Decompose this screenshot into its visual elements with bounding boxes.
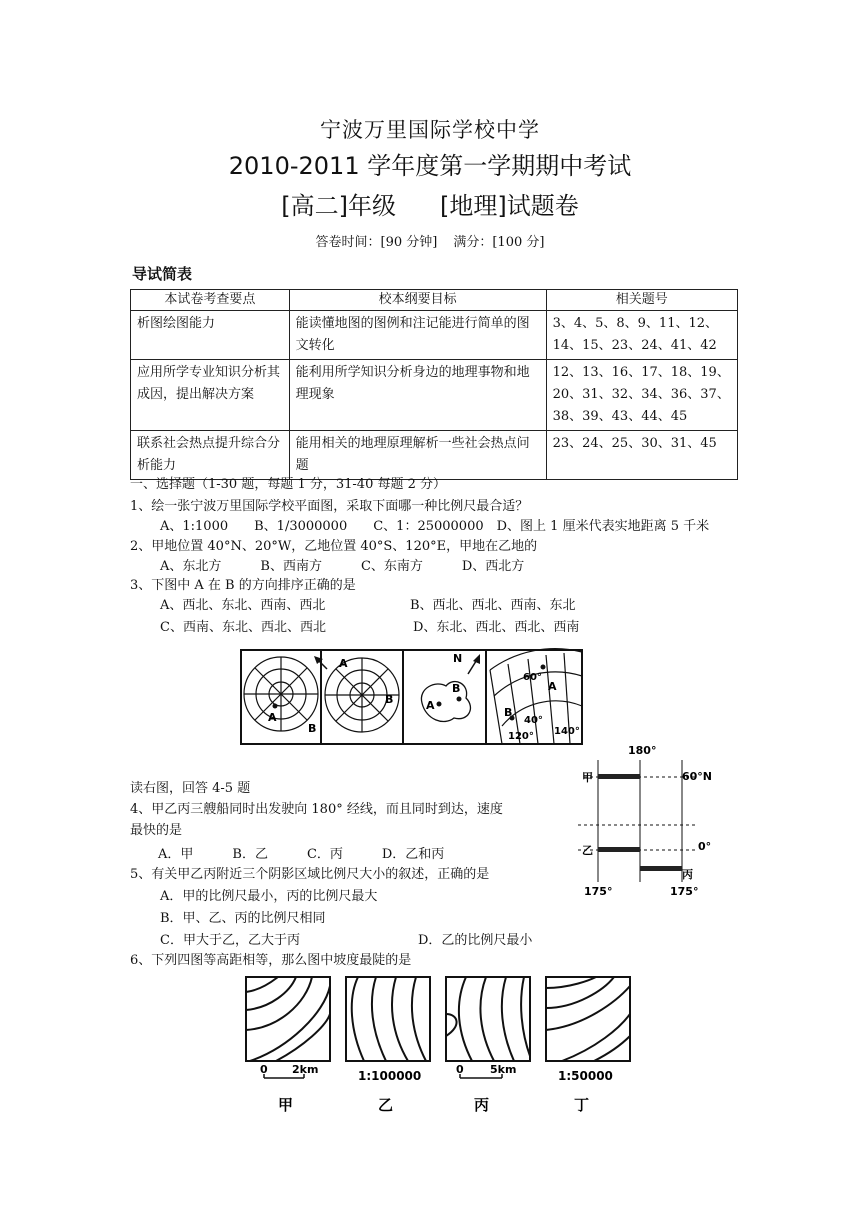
label-b: B [385, 693, 394, 706]
q45-figure [560, 740, 720, 900]
exam-time: 答卷时间：[90 分钟] [315, 235, 438, 250]
lon-120-label: 120° [508, 731, 534, 742]
q3-option-b: B、西北、西北、西南、东北 [410, 598, 576, 613]
lat-0-label: 0° [698, 840, 712, 853]
ship-jia-label: 甲 [582, 771, 593, 784]
q5-stem: 5、有关甲乙丙附近三个阴影区域比例尺大小的叙述，正确的是 [130, 867, 490, 882]
q4-options: A．甲 B．乙 C．丙 D．乙和丙 [158, 847, 445, 862]
exam-subtitle [0, 186, 860, 221]
map-label-yi: 乙 [378, 1096, 394, 1114]
scale-bar-bing [456, 1063, 516, 1078]
grade-label: [高二]年级 [281, 192, 396, 220]
q4-stem-line-1: 4、甲乙丙三艘船同时出发驶向 180° 经线，而且同时到达，速度 [130, 802, 503, 817]
shaded-zone-bing [640, 866, 682, 871]
q5-option-a: A．甲的比例尺最小，丙的比例尺最大 [160, 889, 378, 904]
contour-map-bing [446, 977, 530, 1061]
label-a: A [339, 657, 348, 670]
lon-180-label: 180° [628, 744, 657, 757]
label-a: A [548, 680, 557, 693]
north-arrow-icon [468, 654, 480, 674]
lat-60-label: 60° [523, 672, 542, 683]
table-cell: 能读懂地图的图例和注记能进行简单的图文转化 [289, 311, 546, 360]
school-name: 宁波万里国际学校中学 [320, 118, 540, 142]
subject-label: [地理]试题卷 [440, 192, 579, 220]
table-cell: 联系社会热点提升综合分析能力 [131, 431, 290, 480]
scale-zero-label: 0 [456, 1063, 464, 1076]
q5-option-c: C．甲大于乙，乙大于丙 [160, 933, 300, 948]
q3-option-d: D、东北、西北、西北、西南 [413, 620, 580, 635]
contour-map-yi [346, 977, 430, 1061]
point-b [457, 697, 462, 702]
table-row [131, 311, 738, 360]
q2-options: A、东北方 B、西南方 C、东南方 D、西北方 [160, 559, 525, 574]
table-header-row [131, 290, 738, 311]
section-heading: 一、选择题（1-30 题，每题 1 分，31-40 每题 2 分） [130, 477, 447, 492]
map-label-bing: 丙 [474, 1096, 490, 1114]
lon-175w-label: 175° [584, 885, 613, 898]
scale-ding-label: 1:50000 [558, 1069, 613, 1083]
q4-stem-line-2: 最快的是 [130, 823, 183, 838]
label-a: A [426, 699, 435, 712]
scale-bing-label: 5km [490, 1063, 517, 1076]
map-label-ding: 丁 [574, 1096, 590, 1114]
table-header: 本试卷考查要点 [131, 290, 290, 311]
polar-map-1 [244, 657, 318, 731]
map-label-jia: 甲 [278, 1096, 294, 1114]
table-cell: 能用相关的地理原理解析一些社会热点问题 [289, 431, 546, 480]
label-b: B [308, 722, 317, 735]
scale-yi-label: 1:100000 [358, 1069, 422, 1083]
q5-option-b: B．甲、乙、丙的比例尺相同 [160, 911, 326, 926]
q6-figure [240, 974, 640, 1120]
shaded-zone-yi [598, 847, 640, 852]
ship-yi-label: 乙 [582, 844, 593, 857]
exam-score: 满分：[100 分] [453, 235, 545, 250]
shaded-zone-jia [598, 774, 640, 779]
q5-option-d: D．乙的比例尺最小 [418, 933, 533, 948]
point-a [437, 702, 442, 707]
scale-zero-label: 0 [260, 1063, 268, 1076]
label-b: B [452, 682, 461, 695]
ship-bing-label: 丙 [682, 868, 693, 881]
table-cell: 12、13、16、17、18、19、20、31、32、34、36、37、38、39、43、44、45 [546, 360, 737, 431]
q3-figure [240, 648, 584, 748]
north-label: N [453, 652, 463, 665]
point-a [273, 704, 278, 709]
q3-stem: 3、下图中 A 在 B 的方向排序正确的是 [130, 578, 356, 593]
contour-map-jia [246, 977, 330, 1061]
label-b: B [504, 706, 513, 719]
table-header: 相关题号 [546, 290, 737, 311]
q3-option-a: A、西北、东北、西南、西北 [160, 598, 326, 613]
point-a [541, 665, 546, 670]
scale-jia-label: 2km [292, 1063, 319, 1076]
q3-option-c: C、西南、东北、西北、西北 [160, 620, 326, 635]
exam-meta [0, 231, 860, 250]
guide-table [130, 289, 738, 480]
scale-bar-jia [260, 1063, 318, 1078]
q2-stem: 2、甲地位置 40°N、20°W，乙地位置 40°S、120°E，甲地在乙地的 [130, 539, 538, 554]
table-cell: 应用所学专业知识分析其成因，提出解决方案 [131, 360, 290, 431]
q6-stem: 6、下列四图等高距相等，那么图中坡度最陡的是 [130, 953, 412, 968]
table-cell: 3、4、5、8、9、11、12、14、15、23、24、41、42 [546, 311, 737, 360]
q4-5-instruction: 读右图，回答 4-5 题 [130, 781, 251, 796]
label-a: A [268, 711, 277, 724]
q1-stem: 1、绘一张宁波万里国际学校平面图，采取下面哪一种比例尺最合适？ [130, 499, 529, 514]
table-cell: 23、24、25、30、31、45 [546, 431, 737, 480]
lon-140-label: 140° [554, 726, 580, 737]
contour-map-ding [546, 977, 630, 1061]
table-row [131, 360, 738, 431]
lon-175e-label: 175° [670, 885, 699, 898]
q1-options: A、1:1000 B、1/3000000 C、1：25000000 D、图上 1 厘米代表实地距离 5 千米 [160, 519, 710, 534]
lat-40-label: 40° [524, 715, 543, 726]
guide-title: 导试简表 [132, 265, 193, 283]
lat-60n-label: 60°N [682, 770, 713, 783]
exam-title: 2010-2011 学年度第一学期期中考试 [228, 152, 632, 180]
table-cell: 能利用所学知识分析身边的地理事物和地理现象 [289, 360, 546, 431]
table-row [131, 431, 738, 480]
table-header: 校本纲要目标 [289, 290, 546, 311]
table-cell: 析图绘图能力 [131, 311, 290, 360]
